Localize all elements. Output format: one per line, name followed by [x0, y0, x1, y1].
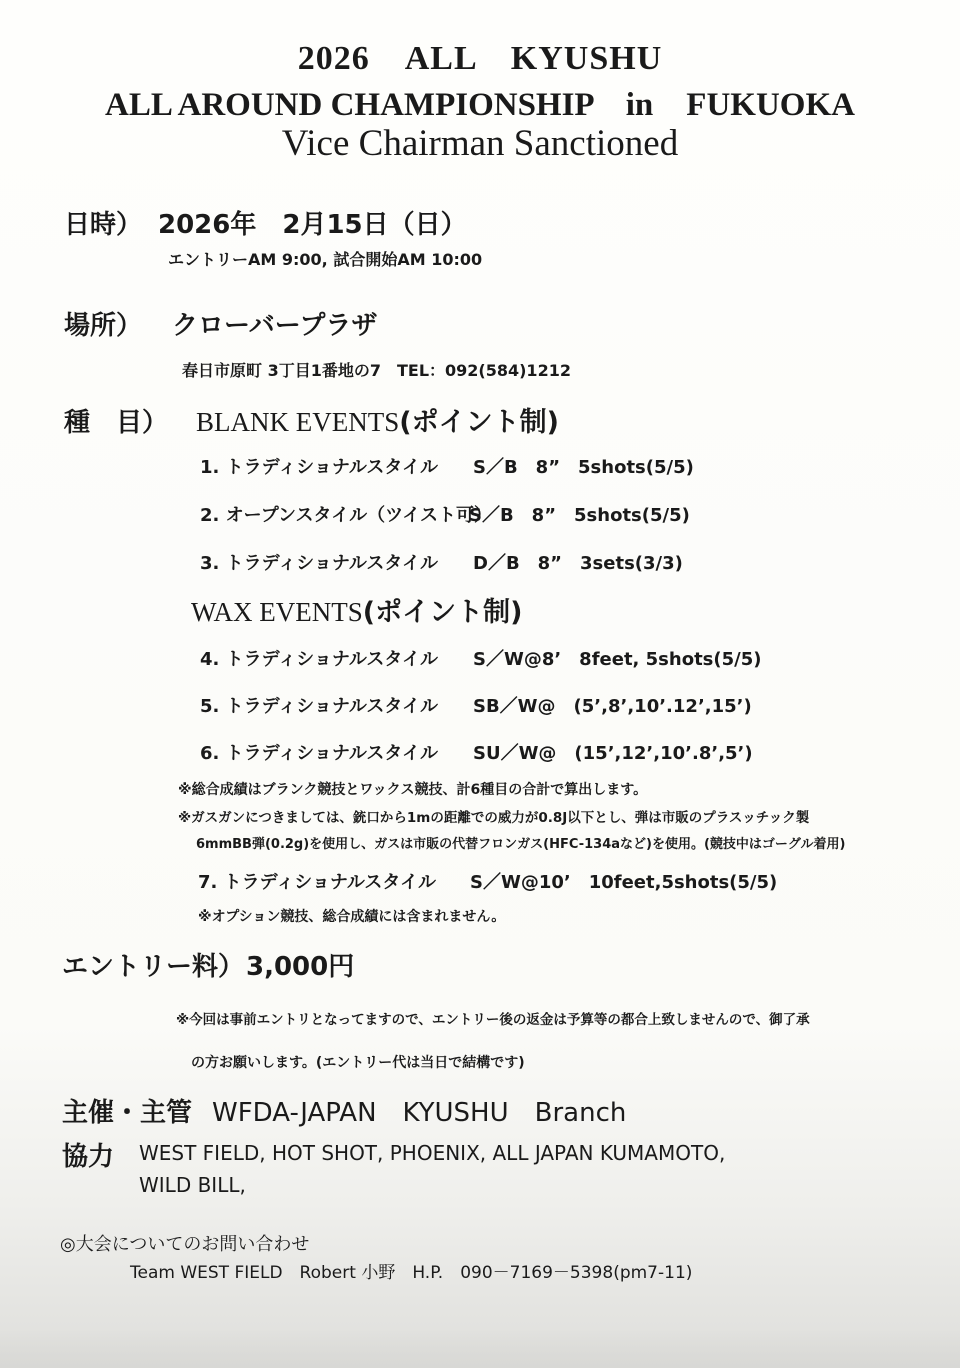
- date-label: 日時）: [64, 210, 143, 240]
- wax-events-heading: [191, 590, 522, 629]
- blank-heading-suffix: (ポイント制): [399, 407, 559, 438]
- option-note: ※オプション競技、総合成績には含まれません。: [198, 909, 506, 925]
- title-line-3: Vice Chairman Sanctioned: [281, 123, 679, 164]
- date-detail: エントリーAM 9:00, 試合開始AM 10:00: [168, 250, 483, 269]
- event-7-name: 7. トラディショナルスタイル: [198, 872, 437, 893]
- event-5-spec: SB／W@ (5’,8’,10’.12’,15’): [473, 696, 752, 717]
- date-value: 2026年 2月15日（日）: [158, 210, 467, 240]
- wax-heading-text: WAX EVENTS: [191, 597, 363, 627]
- scan-shadow: [0, 1330, 960, 1368]
- venue-value: クローバープラザ: [172, 311, 378, 341]
- fee-label: エントリー料）: [62, 952, 245, 982]
- cooperation-line-2: WILD BILL,: [139, 1173, 246, 1197]
- fee-value: 3,000円: [246, 952, 355, 982]
- event-1-spec: S／B 8” 5shots(5/5): [473, 457, 694, 478]
- event-4-name: 4. トラディショナルスタイル: [200, 649, 439, 670]
- blank-heading-text: BLANK EVENTS: [196, 407, 400, 437]
- contact-detail: Team WEST FIELD Robert 小野 H.P. 090－7169－5398(pm7-11): [130, 1263, 693, 1283]
- event-2-spec: S／B 8” 5shots(5/5): [469, 505, 690, 526]
- title-line-2: ALL AROUND CHAMPIONSHIP in FUKUOKA: [105, 87, 855, 123]
- total-score-note: ※総合成績はブランク競技とワックス競技、計6種目の合計で算出します。: [178, 782, 648, 798]
- venue-address: 春日市原町 3丁目1番地の7 TEL：092(584)1212: [182, 361, 571, 380]
- blank-events-heading: [196, 400, 559, 439]
- event-7-spec: S／W@10’ 10feet,5shots(5/5): [470, 872, 778, 893]
- venue-label: 場所）: [64, 311, 143, 341]
- event-3-spec: D／B 8” 3sets(3/3): [473, 553, 683, 574]
- organizer-value: WFDA-JAPAN KYUSHU Branch: [212, 1098, 627, 1128]
- refund-note-line-2: の方お願いします。(エントリー代は当日で結構です): [191, 1055, 525, 1071]
- cooperation-label: 協力: [62, 1142, 115, 1172]
- refund-note-line-1: ※今回は事前エントリとなってますので、エントリー後の返金は予算等の都合上致しませんので、御了承: [176, 1012, 810, 1028]
- event-1-name: 1. トラディショナルスタイル: [200, 457, 439, 478]
- event-2-name: 2. オープンスタイル（ツイスト可）: [200, 505, 493, 526]
- organizer-label: 主催・主管: [62, 1098, 193, 1128]
- cooperation-line-1: WEST FIELD, HOT SHOT, PHOENIX, ALL JAPAN KUMAMOTO,: [139, 1141, 726, 1165]
- event-3-name: 3. トラディショナルスタイル: [200, 553, 439, 574]
- gas-gun-note-line-2: 6mmBB弾(0.2g)を使用し、ガスは市販の代替フロンガス(HFC-134aなど)を使用。(競技中はゴーグル着用): [196, 837, 846, 852]
- events-label: 種 目）: [64, 408, 169, 438]
- gas-gun-note-line-1: ※ガスガンにつきましては、銃口から1mの距離での威力が0.8J以下とし、弾は市販のプラスッチック製: [178, 810, 810, 826]
- event-5-name: 5. トラディショナルスタイル: [200, 696, 439, 717]
- event-6-name: 6. トラディショナルスタイル: [200, 743, 439, 764]
- event-4-spec: S／W@8’ 8feet, 5shots(5/5): [473, 649, 762, 670]
- title-line-1: 2026 ALL KYUSHU: [297, 40, 663, 77]
- contact-heading: ◎大会についてのお問い合わせ: [60, 1234, 310, 1255]
- wax-heading-suffix: (ポイント制): [362, 597, 523, 628]
- event-6-spec: SU／W@ (15’,12’,10’.8’,5’): [473, 743, 753, 764]
